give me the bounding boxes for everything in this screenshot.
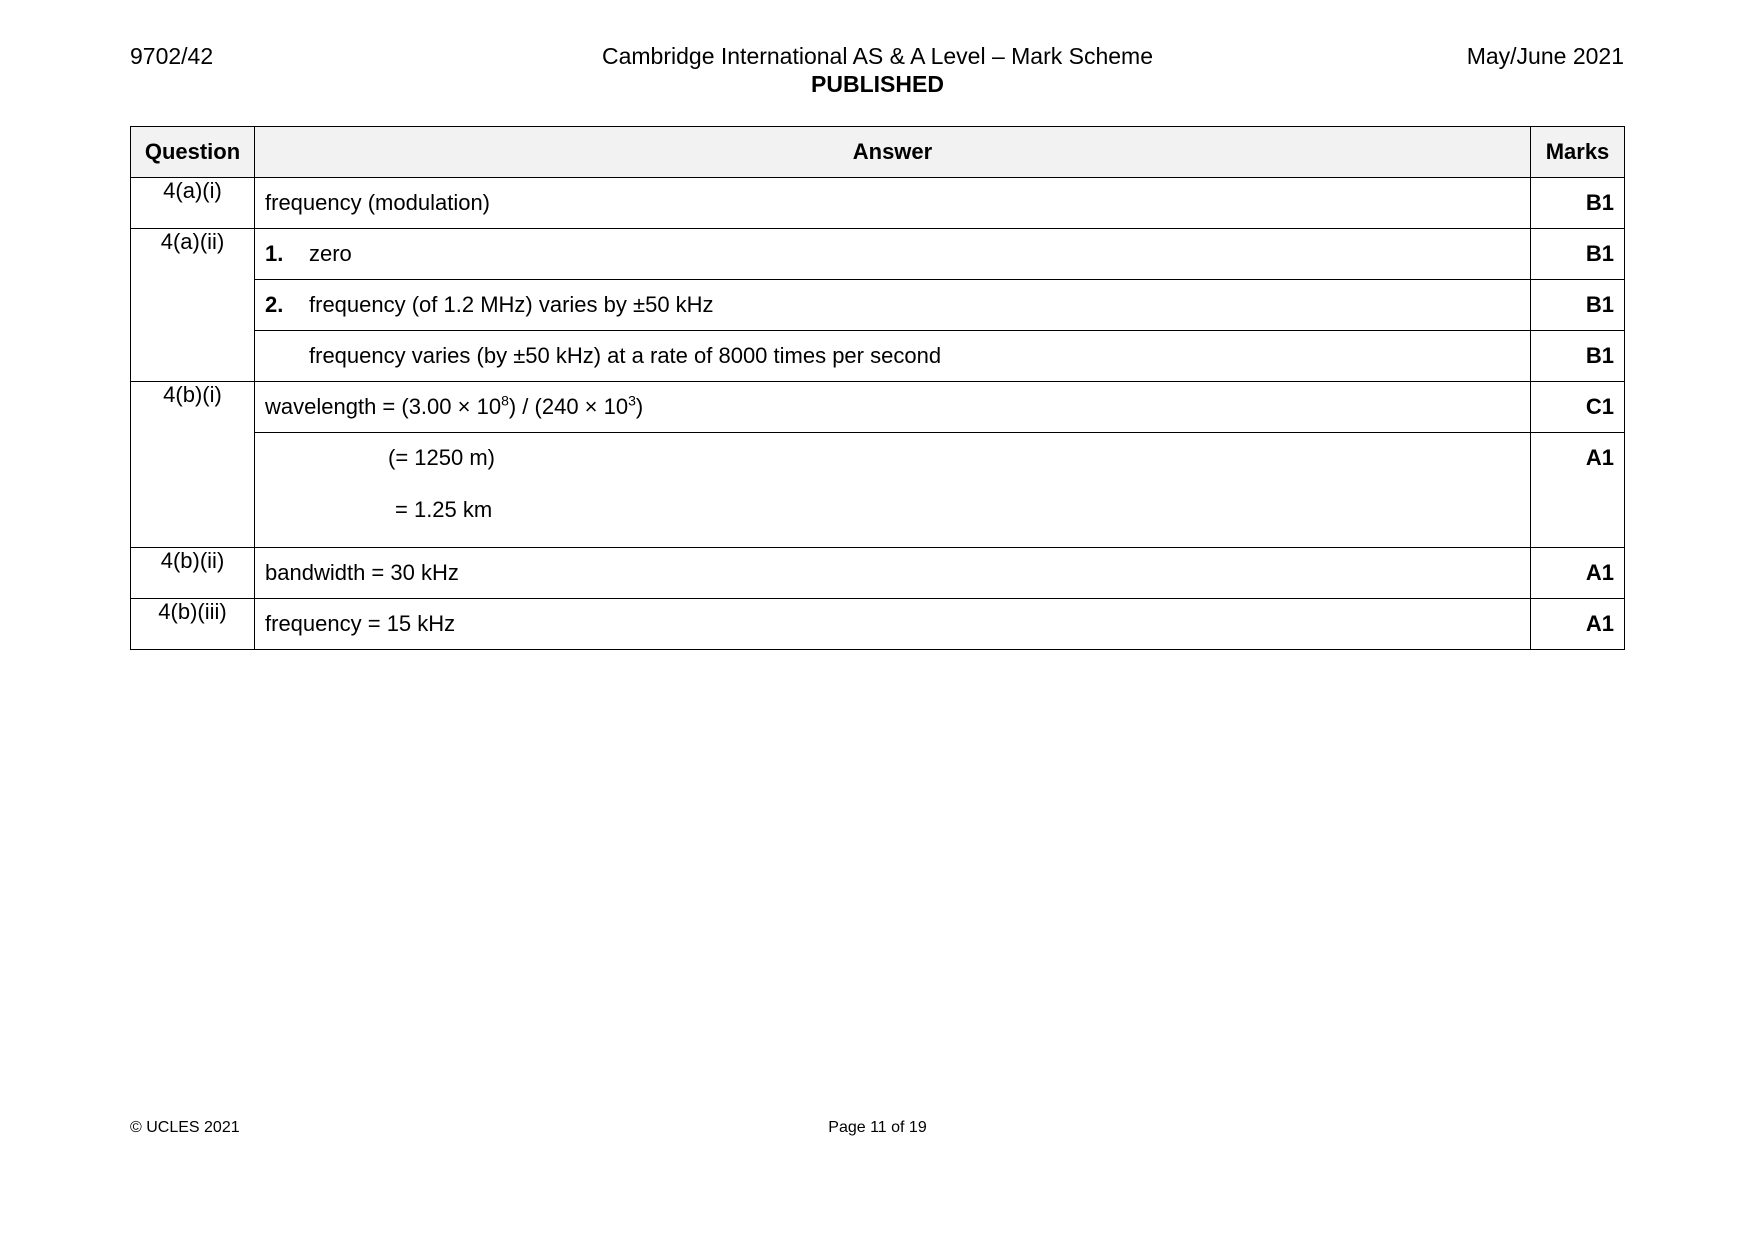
published-label: PUBLISHED [811, 71, 944, 97]
question-cell: 4(b)(iii) [131, 599, 255, 650]
answer-text: frequency varies (by ±50 kHz) at a rate of 8000 times per second [309, 343, 942, 368]
table-row [131, 599, 1625, 650]
mark-scheme-table [130, 126, 1625, 650]
answer-cell [255, 280, 1531, 331]
table-row [131, 548, 1625, 599]
table-row [131, 280, 1625, 331]
page-number: Page 11 of 19 [828, 1119, 927, 1136]
mark-cell: B1 [1531, 280, 1625, 331]
exam-session: May/June 2021 [1466, 43, 1624, 69]
table-row [131, 331, 1625, 382]
column-header-question: Question [131, 127, 255, 178]
answer-number: 2. [265, 292, 284, 317]
question-cell: 4(b)(i) [131, 382, 255, 548]
table-header-row [131, 127, 1625, 178]
question-cell: 4(a)(ii) [131, 229, 255, 382]
table-row [131, 382, 1625, 433]
mark-cell: A1 [1531, 433, 1625, 548]
mark-cell: B1 [1531, 178, 1625, 229]
answer-cell [255, 229, 1531, 280]
answer-text: wavelength = (3.00 × 10 [265, 394, 502, 419]
mark-cell: B1 [1531, 331, 1625, 382]
paper-code: 9702/42 [130, 43, 214, 69]
answer-cell [255, 433, 1531, 548]
answer-text: (= 1250 m) [388, 445, 495, 470]
column-header-answer: Answer [255, 127, 1531, 178]
mark-cell: B1 [1531, 229, 1625, 280]
answer-cell [255, 331, 1531, 382]
answer-cell: bandwidth = 30 kHz [255, 548, 1531, 599]
mark-cell: A1 [1531, 548, 1625, 599]
answer-text: ) [635, 394, 644, 419]
question-cell: 4(b)(ii) [131, 548, 255, 599]
table-row [131, 178, 1625, 229]
answer-text: = 1.25 km [395, 497, 493, 522]
column-header-marks: Marks [1531, 127, 1625, 178]
answer-cell: frequency = 15 kHz [255, 599, 1531, 650]
answer-text: ) / (240 × 10 [508, 394, 629, 419]
table-row [131, 229, 1625, 280]
document-title: Cambridge International AS & A Level – Mark Scheme [601, 43, 1154, 69]
answer-number: 1. [265, 241, 284, 266]
exponent: 3 [628, 392, 636, 409]
answer-cell: frequency (modulation) [255, 178, 1531, 229]
mark-cell: A1 [1531, 599, 1625, 650]
answer-text: zero [309, 241, 352, 266]
exponent: 8 [501, 392, 509, 409]
copyright-notice: © UCLES 2021 [130, 1119, 240, 1136]
table-row [131, 433, 1625, 548]
answer-text: frequency (of 1.2 MHz) varies by ±50 kHz [309, 292, 714, 317]
mark-cell: C1 [1531, 382, 1625, 433]
answer-cell [255, 382, 1531, 433]
question-cell: 4(a)(i) [131, 178, 255, 229]
